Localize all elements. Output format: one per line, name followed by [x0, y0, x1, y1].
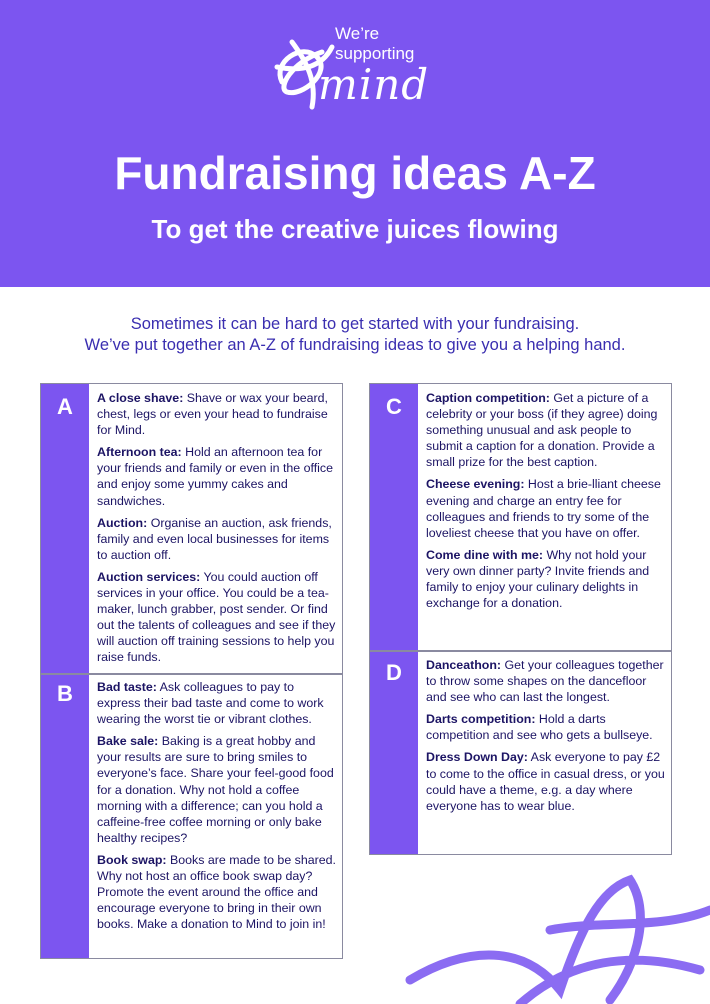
intro-line-1: Sometimes it can be hard to get started with your fundraising. — [130, 315, 580, 333]
decorative-swirl-icon — [400, 870, 710, 1004]
card-a-b — [40, 383, 343, 959]
section-d-entries — [426, 657, 665, 820]
section-divider — [370, 650, 671, 652]
page-subtitle: To get the creative juices flowing — [151, 214, 559, 244]
entry-item: Bad taste: Ask colleagues to pay to express their bad taste and come to work wearing the worst tie or vibrant clothes. — [97, 680, 324, 727]
letter-column — [370, 384, 418, 854]
card-c-d — [369, 383, 672, 855]
entry-item: Come dine with me: Why not hold your very own dinner party? Invite friends and family to enjoy your culinary delights in exchange for a donation. — [426, 547, 650, 611]
entry-item: Darts competition: Hold a darts competition and see who gets a bullseye. — [426, 712, 653, 743]
header-banner — [0, 0, 710, 287]
logo-text-line1: We’re — [335, 24, 380, 43]
entry-item: Caption competition: Get a picture of a celebrity or your boss (if they agree) doing something unusual and ask people to submit a caption for a donation. Provide a small prize for the best caption. — [426, 391, 658, 470]
entry-item: Auction services: You could auction off services in your office. You could be a tea-maker, lunch grabber, post sender. Or find out the talents of colleagues and see if they will auction off training sessions to help you raise funds. — [97, 569, 336, 665]
logo-text-line2: supporting — [335, 44, 415, 63]
entry-item: Danceathon: Get your colleagues together to throw some shapes on the dancefloor and see who can last the longest. — [426, 658, 664, 705]
entry-item: Afternoon tea: Hold an afternoon tea for your friends and family or even in the office and enjoy some yummy cakes and sandwiches. — [97, 445, 334, 508]
letter-a: A — [57, 394, 73, 419]
entry-item: Cheese evening: Host a brie-lliant cheese evening and charge an entry fee for colleagues and friends to try some of the loveliest cheese that you have on offer. — [426, 477, 661, 540]
intro-text — [0, 314, 710, 356]
entry-item: Book swap: Books are made to be shared. Why not host an office book swap day? Promote the event around the office and encourage everyone to bring in their own books. Make a donation to Mind to join in! — [97, 852, 336, 932]
letter-c: C — [386, 394, 402, 419]
entry-item: Dress Down Day: Ask everyone to pay £2 to come to the office in casual dress, or you could have a theme, e.g. a day where everyone has to wear blue. — [426, 750, 665, 813]
intro-line-2: We’ve put together an A-Z of fundraising ideas to give you a helping hand. — [84, 336, 626, 354]
section-a-entries — [97, 390, 336, 672]
entry-item: Auction: Organise an auction, ask friends, family and even local businesses for items to auction off. — [97, 515, 332, 562]
section-c-entries — [426, 390, 665, 617]
letter-b: B — [57, 681, 73, 706]
section-b-entries — [97, 679, 336, 938]
letter-d: D — [386, 660, 402, 685]
entry-item: A close shave: Shave or wax your beard, chest, legs or even your head to fundraise for Mind. — [97, 391, 328, 438]
section-divider — [41, 673, 342, 675]
page-title: Fundraising ideas A-Z — [114, 147, 596, 199]
entry-item: Bake sale: Baking is a great hobby and your results are sure to bring smiles to everyone’s face. Share your feel-good food for a donation. Why not hold a coffee morning with a difference; can you hold a caffeine-free coffee morning or only bake healthy recipes? — [97, 734, 334, 845]
letter-column — [41, 384, 89, 958]
logo-wordmark: mind — [318, 60, 430, 109]
